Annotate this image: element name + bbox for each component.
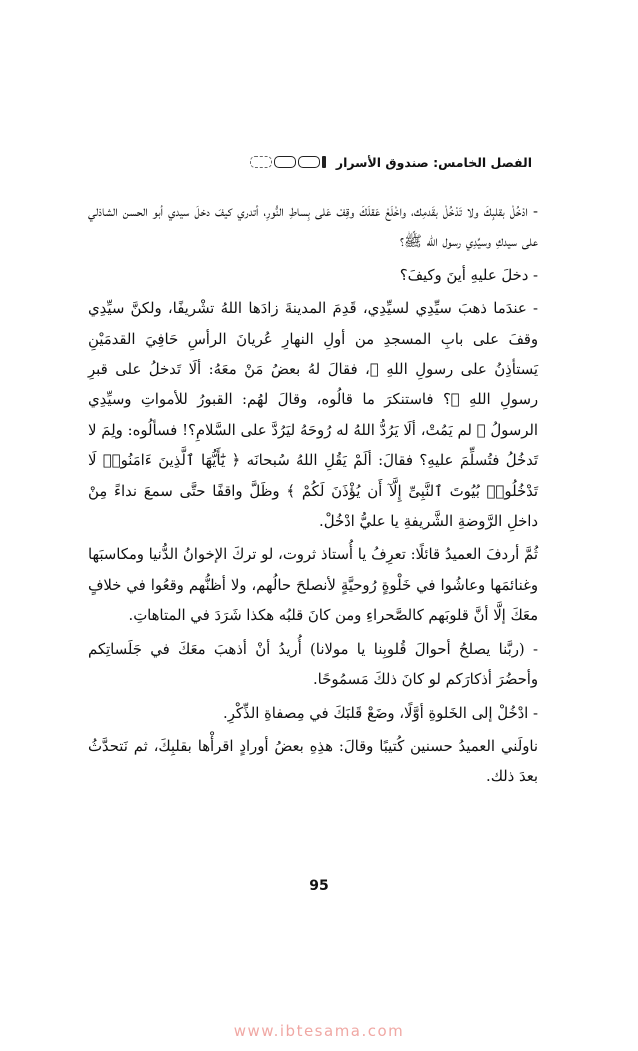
paragraph: - ادْخُلْ إلى الخَلوةِ أوَّلًا، وضَعْ قَلبَكَ في مِصفاةِ الذِّكْرِ. [223,704,538,722]
header-ornament-icon [250,156,326,168]
paragraph: - (ربَّنا يصلحُ أحوالَ قُلوبِنا يا مولانا) أُريدُ أنْ أذهبَ معَكَ في جَلَساتِكم وأحضُرَ أذكارَكم لو كانَ ذلكَ مَسمُوحًا. [88,640,538,689]
paragraph: - ادْخُلْ بقلبِكَ ولا تَدْخُلْ بقَدمِك، واخْلَعْ عَقلَكَ وقِفْ عَلى بِساطِ النُّورِ، أتدري كيفَ دخلَ سيدي أبو الحسن الشاذلي على سيدكِ وسيِّدِي رسول الله ﷺ؟ [88,203,538,251]
running-header [92,150,532,174]
chapter-title: الفصل الخامس: صندوق الأسرار [335,154,532,170]
paragraph: - عندَما ذهبَ سيِّدِي لسيِّدِي، قَدِمَ المدينةَ زادَها اللهُ تشْريفًا، ولكنَّ سيِّدِي وقفَ على بابِ المسجدِ من أولِ النهارِ عُريانَ الرأسِ حَافِيَ القدمَيْنِ يَستأذِنُ على رسولِ اللهِ ﷺ، فقالَ لهُ بعضُ مَنْ معَهُ: ألَا تَدخلُ على قبرِ رسولِ اللهِ ﷺ؟ فاستنكرَ ما قالُوه، وقالَ لهُم: القبورُ للأمواتِ وسيِّدِي الرسولُ ﷺ لم يَمُتْ، ألَا يَرُدُّ اللهُ له رُوحَهُ ليَرُدَّ على السَّلامِ؟! فسألُوه: ولِمَ لا تَدخُلُ فتُسلِّمَ عليهِ؟ فقالَ: ألَمْ يَقُلِ اللهُ سُبحانَه ﴿ يَٰٓأَيُّهَا ٱلَّذِينَ ءَامَنُوا۟ لَا تَدْخُلُوا۟ بُيُوتَ ٱلنَّبِىِّ إِلَّآ أَن يُؤْذَنَ لَكُمْ ﴾ وظَلَّ واقفًا حتَّى سمعَ نداءً مِنْ داخلِ الرَّوضةِ الشَّريفةِ يا عليُّ ادْخُلْ. [88,300,538,531]
paragraph: ثُمَّ أردفَ العميدُ قائلًا: تعرِفُ يا أُستاذ ثروت، لو تركَ الإخوانُ الدُّنيا ومكاسبَها وغنائمَها وعاشُوا في خَلْوةٍ رُوحيَّةٍ لأنصلحَ حالُهم، ولا أظنُّهم وقعُوا في خلافٍ معَكَ إلَّا أنَّ قلوبَهم كالصَّحراءِ ومن كانَ قلبُه هكذا شَرَدَ في المتاهاتِ. [88,546,538,625]
page-number: 95 [309,878,329,894]
paragraph: ناولَني العميدُ حسنين كُتيبًا وقالَ: هذِهِ بعضُ أورادٍ اقرأْها بقلبِكَ، ثم نَتحدَّثُ بعدَ ذلك. [88,737,538,786]
watermark-url: www.ibtesama.com [233,1022,405,1040]
body-text [88,197,538,796]
paragraph: - دخلَ عليهِ أينَ وكيفَ؟ [399,266,538,284]
